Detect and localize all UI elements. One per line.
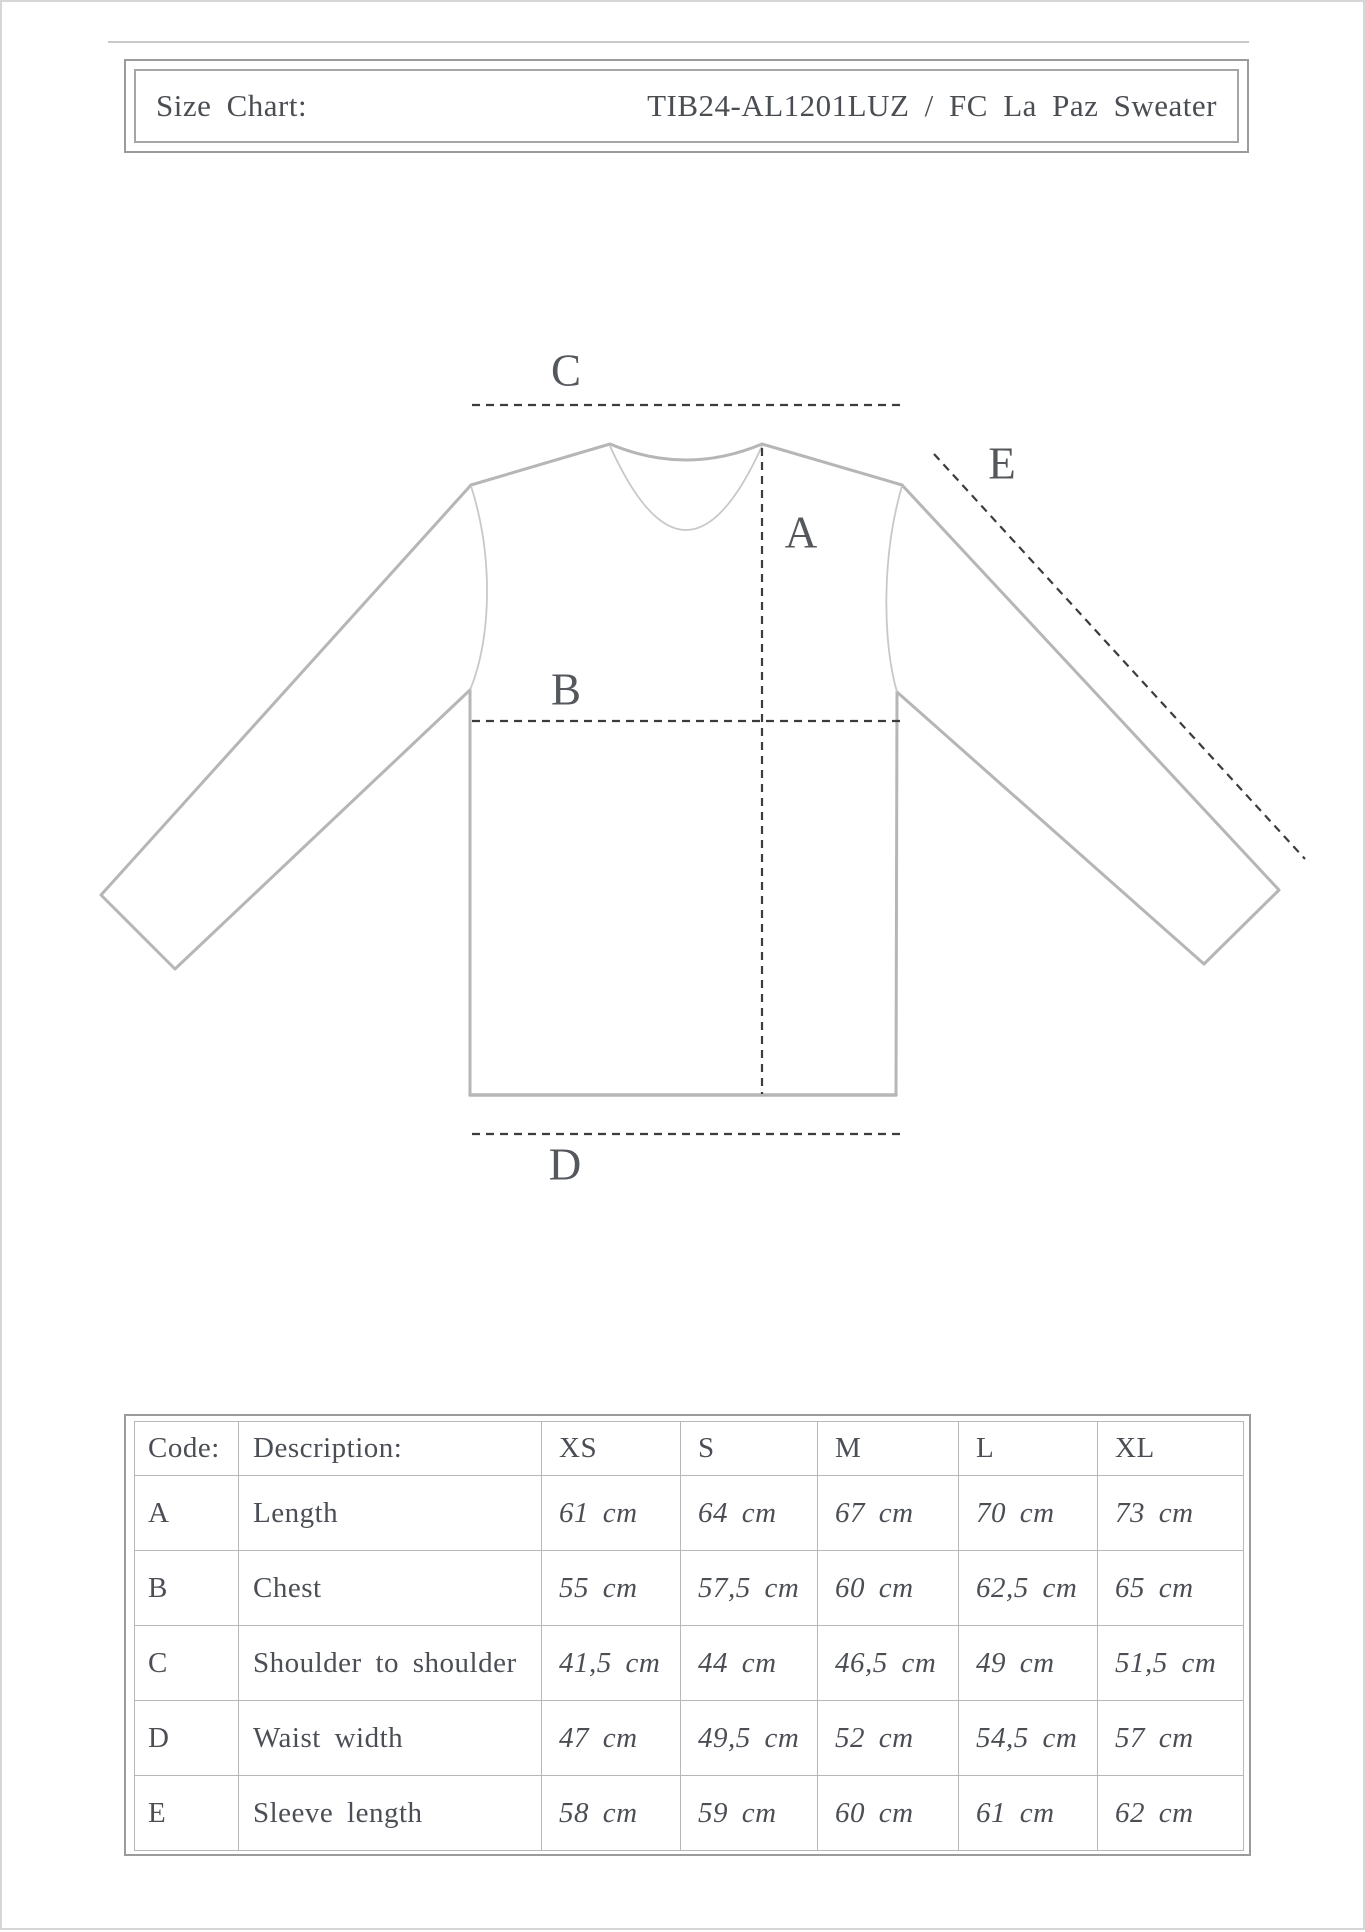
row-value-s: 49,5 cm — [681, 1701, 818, 1776]
row-value-s: 59 cm — [681, 1776, 818, 1851]
table-header-row — [135, 1422, 1244, 1476]
row-value-l: 49 cm — [959, 1626, 1098, 1701]
table-row — [135, 1776, 1244, 1851]
row-value-xl: 57 cm — [1098, 1701, 1244, 1776]
table-row — [135, 1626, 1244, 1701]
column-header-l: L — [959, 1422, 1098, 1476]
row-description: Sleeve length — [239, 1776, 542, 1851]
sweater-seams — [470, 446, 902, 692]
row-value-xs: 58 cm — [542, 1776, 681, 1851]
row-value-l: 61 cm — [959, 1776, 1098, 1851]
row-value-xs: 41,5 cm — [542, 1626, 681, 1701]
row-description: Waist width — [239, 1701, 542, 1776]
row-code: B — [135, 1551, 239, 1626]
sweater-outline — [101, 438, 1279, 1095]
row-code: A — [135, 1476, 239, 1551]
row-value-xs: 47 cm — [542, 1701, 681, 1776]
page-title: Size Chart: — [156, 88, 308, 123]
row-value-m: 60 cm — [818, 1776, 959, 1851]
row-value-xs: 55 cm — [542, 1551, 681, 1626]
row-code: C — [135, 1626, 239, 1701]
table-row — [135, 1551, 1244, 1626]
measure-label-a: A — [784, 507, 818, 558]
measure-label-e: E — [988, 438, 1016, 489]
row-value-m: 67 cm — [818, 1476, 959, 1551]
column-header-s: S — [681, 1422, 818, 1476]
row-description: Chest — [239, 1551, 542, 1626]
row-value-l: 54,5 cm — [959, 1701, 1098, 1776]
row-description: Length — [239, 1476, 542, 1551]
measure-label-c: C — [550, 345, 582, 396]
column-header-xl: XL — [1098, 1422, 1244, 1476]
row-value-m: 52 cm — [818, 1701, 959, 1776]
row-value-l: 62,5 cm — [959, 1551, 1098, 1626]
row-value-xl: 62 cm — [1098, 1776, 1244, 1851]
row-code: E — [135, 1776, 239, 1851]
row-value-xs: 61 cm — [542, 1476, 681, 1551]
row-value-s: 57,5 cm — [681, 1551, 818, 1626]
product-code: TIB24-AL1201LUZ / FC La Paz Sweater — [647, 88, 1217, 123]
table-row — [135, 1476, 1244, 1551]
column-header-code: Code: — [135, 1422, 239, 1476]
row-value-s: 44 cm — [681, 1626, 818, 1701]
row-value-m: 60 cm — [818, 1551, 959, 1626]
row-value-xl: 73 cm — [1098, 1476, 1244, 1551]
row-value-m: 46,5 cm — [818, 1626, 959, 1701]
row-description: Shoulder to shoulder — [239, 1626, 542, 1701]
measure-line-e — [934, 454, 1305, 859]
measurement-lines — [472, 405, 1305, 1134]
measure-label-b: B — [550, 664, 582, 715]
row-value-xl: 65 cm — [1098, 1551, 1244, 1626]
size-table-box — [124, 1414, 1251, 1856]
row-code: D — [135, 1701, 239, 1776]
column-header-m: M — [818, 1422, 959, 1476]
row-value-s: 64 cm — [681, 1476, 818, 1551]
measure-label-d: D — [548, 1139, 582, 1190]
table-row — [135, 1701, 1244, 1776]
column-header-description: Description: — [239, 1422, 542, 1476]
row-value-l: 70 cm — [959, 1476, 1098, 1551]
row-value-xl: 51,5 cm — [1098, 1626, 1244, 1701]
column-header-xs: XS — [542, 1422, 681, 1476]
size-table — [134, 1421, 1244, 1851]
